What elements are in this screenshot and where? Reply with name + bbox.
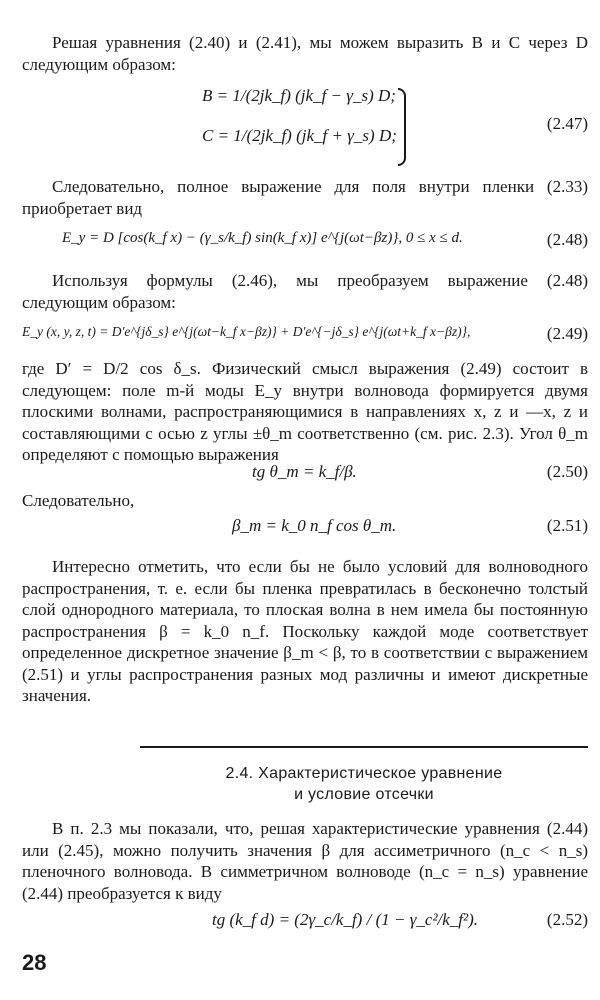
paragraph-physical-meaning: где D′ = D/2 cos δ_s. Физический смысл выражения (2.49) состоит в следующем: поле m-й моды E_y внутри волновода формируется двумя плоскими волнами, распространяющимися в направлениях x, z и —x, z и составляющими с осью z углы ±θ_m соответственно (см. рис. 2.3). Угол θ_m определяют с помощью выражения: [22, 359, 588, 464]
equation-2-50: [22, 460, 588, 488]
equation-2-48-body: E_y = D [cos(k_f x) − (γ_s/k_f) sin(k_f x)] e^{j(ωt−βz)}, 0 ≤ x ≤ d.: [62, 230, 463, 246]
equation-number: (2.48): [546, 230, 588, 249]
equation-2-52: [22, 908, 588, 936]
equation-brace: [398, 88, 406, 166]
paragraph-full-expression: Следовательно, полное выражение для поля внутри пленки (2.33) приобретает вид: [22, 177, 588, 218]
paragraph-intro: Решая уравнения (2.40) и (2.41), мы можем выразить B и C через D следующим образом:: [22, 33, 588, 74]
equation-number: (2.52): [546, 910, 588, 929]
equation-2-47-line-b: B = 1/(2jk_f) (jk_f − γ_s) D;: [202, 86, 396, 105]
equation-2-52-body: tg (k_f d) = (2γ_c/k_f) / (1 − γ_c²/k_f²).: [212, 910, 479, 929]
equation-2-51: [22, 514, 588, 542]
paragraph-section-intro: В п. 2.3 мы показали, что, решая характеристические уравнения (2.44) или (2.45), можно получить значения β для ассиметричного (n_c < n_s) пленочного волновода. В симметричном волноводе (n_c = n_s) уравнение (2.44) преобразуется к виду: [22, 819, 588, 903]
section-divider: [140, 746, 588, 748]
equation-2-47-line-c: C = 1/(2jk_f) (jk_f + γ_s) D;: [202, 126, 397, 145]
equation-2-47: [22, 86, 588, 166]
equation-number: (2.47): [546, 114, 588, 133]
page-number: 28: [22, 950, 47, 975]
equation-2-49-body: E_y (x, y, z, t) = D′e^{jδ_s} e^{j(ωt−k_f x−βz)} + D′e^{−jδ_s} e^{j(ωt+k_f x−βz)},: [22, 324, 471, 339]
section-heading-line-1: 2.4. Характеристическое уравнение: [225, 765, 503, 782]
equation-2-49: [22, 322, 588, 350]
equation-2-51-body: β_m = k_0 n_f cos θ_m.: [232, 516, 397, 535]
equation-number: (2.50): [546, 462, 588, 481]
equation-number: (2.51): [546, 516, 588, 535]
paragraph-transform: Используя формулы (2.46), мы преобразуем выражение (2.48) следующим образом:: [22, 271, 588, 312]
section-heading-line-2: и условие отсечки: [294, 786, 434, 803]
equation-2-48: [22, 228, 588, 256]
paragraph-therefore: Следовательно,: [22, 491, 135, 510]
equation-2-50-body: tg θ_m = k_f/β.: [252, 462, 357, 481]
equation-number: (2.49): [546, 324, 588, 343]
paragraph-interesting: Интересно отметить, что если бы не было условий для волноводного распространения, т. е. если бы пленка превратилась в бесконечно толстый слой однородного материала, то плоская волна в нем имела бы постоянную распространения β = k_0 n_f. Поскольку каждой моде соответствует определенное дискретное значение β_m < β, то в соответствии с выражением (2.51) и углы распространения разных мод различны и имеют дискретные значения.: [22, 557, 588, 705]
